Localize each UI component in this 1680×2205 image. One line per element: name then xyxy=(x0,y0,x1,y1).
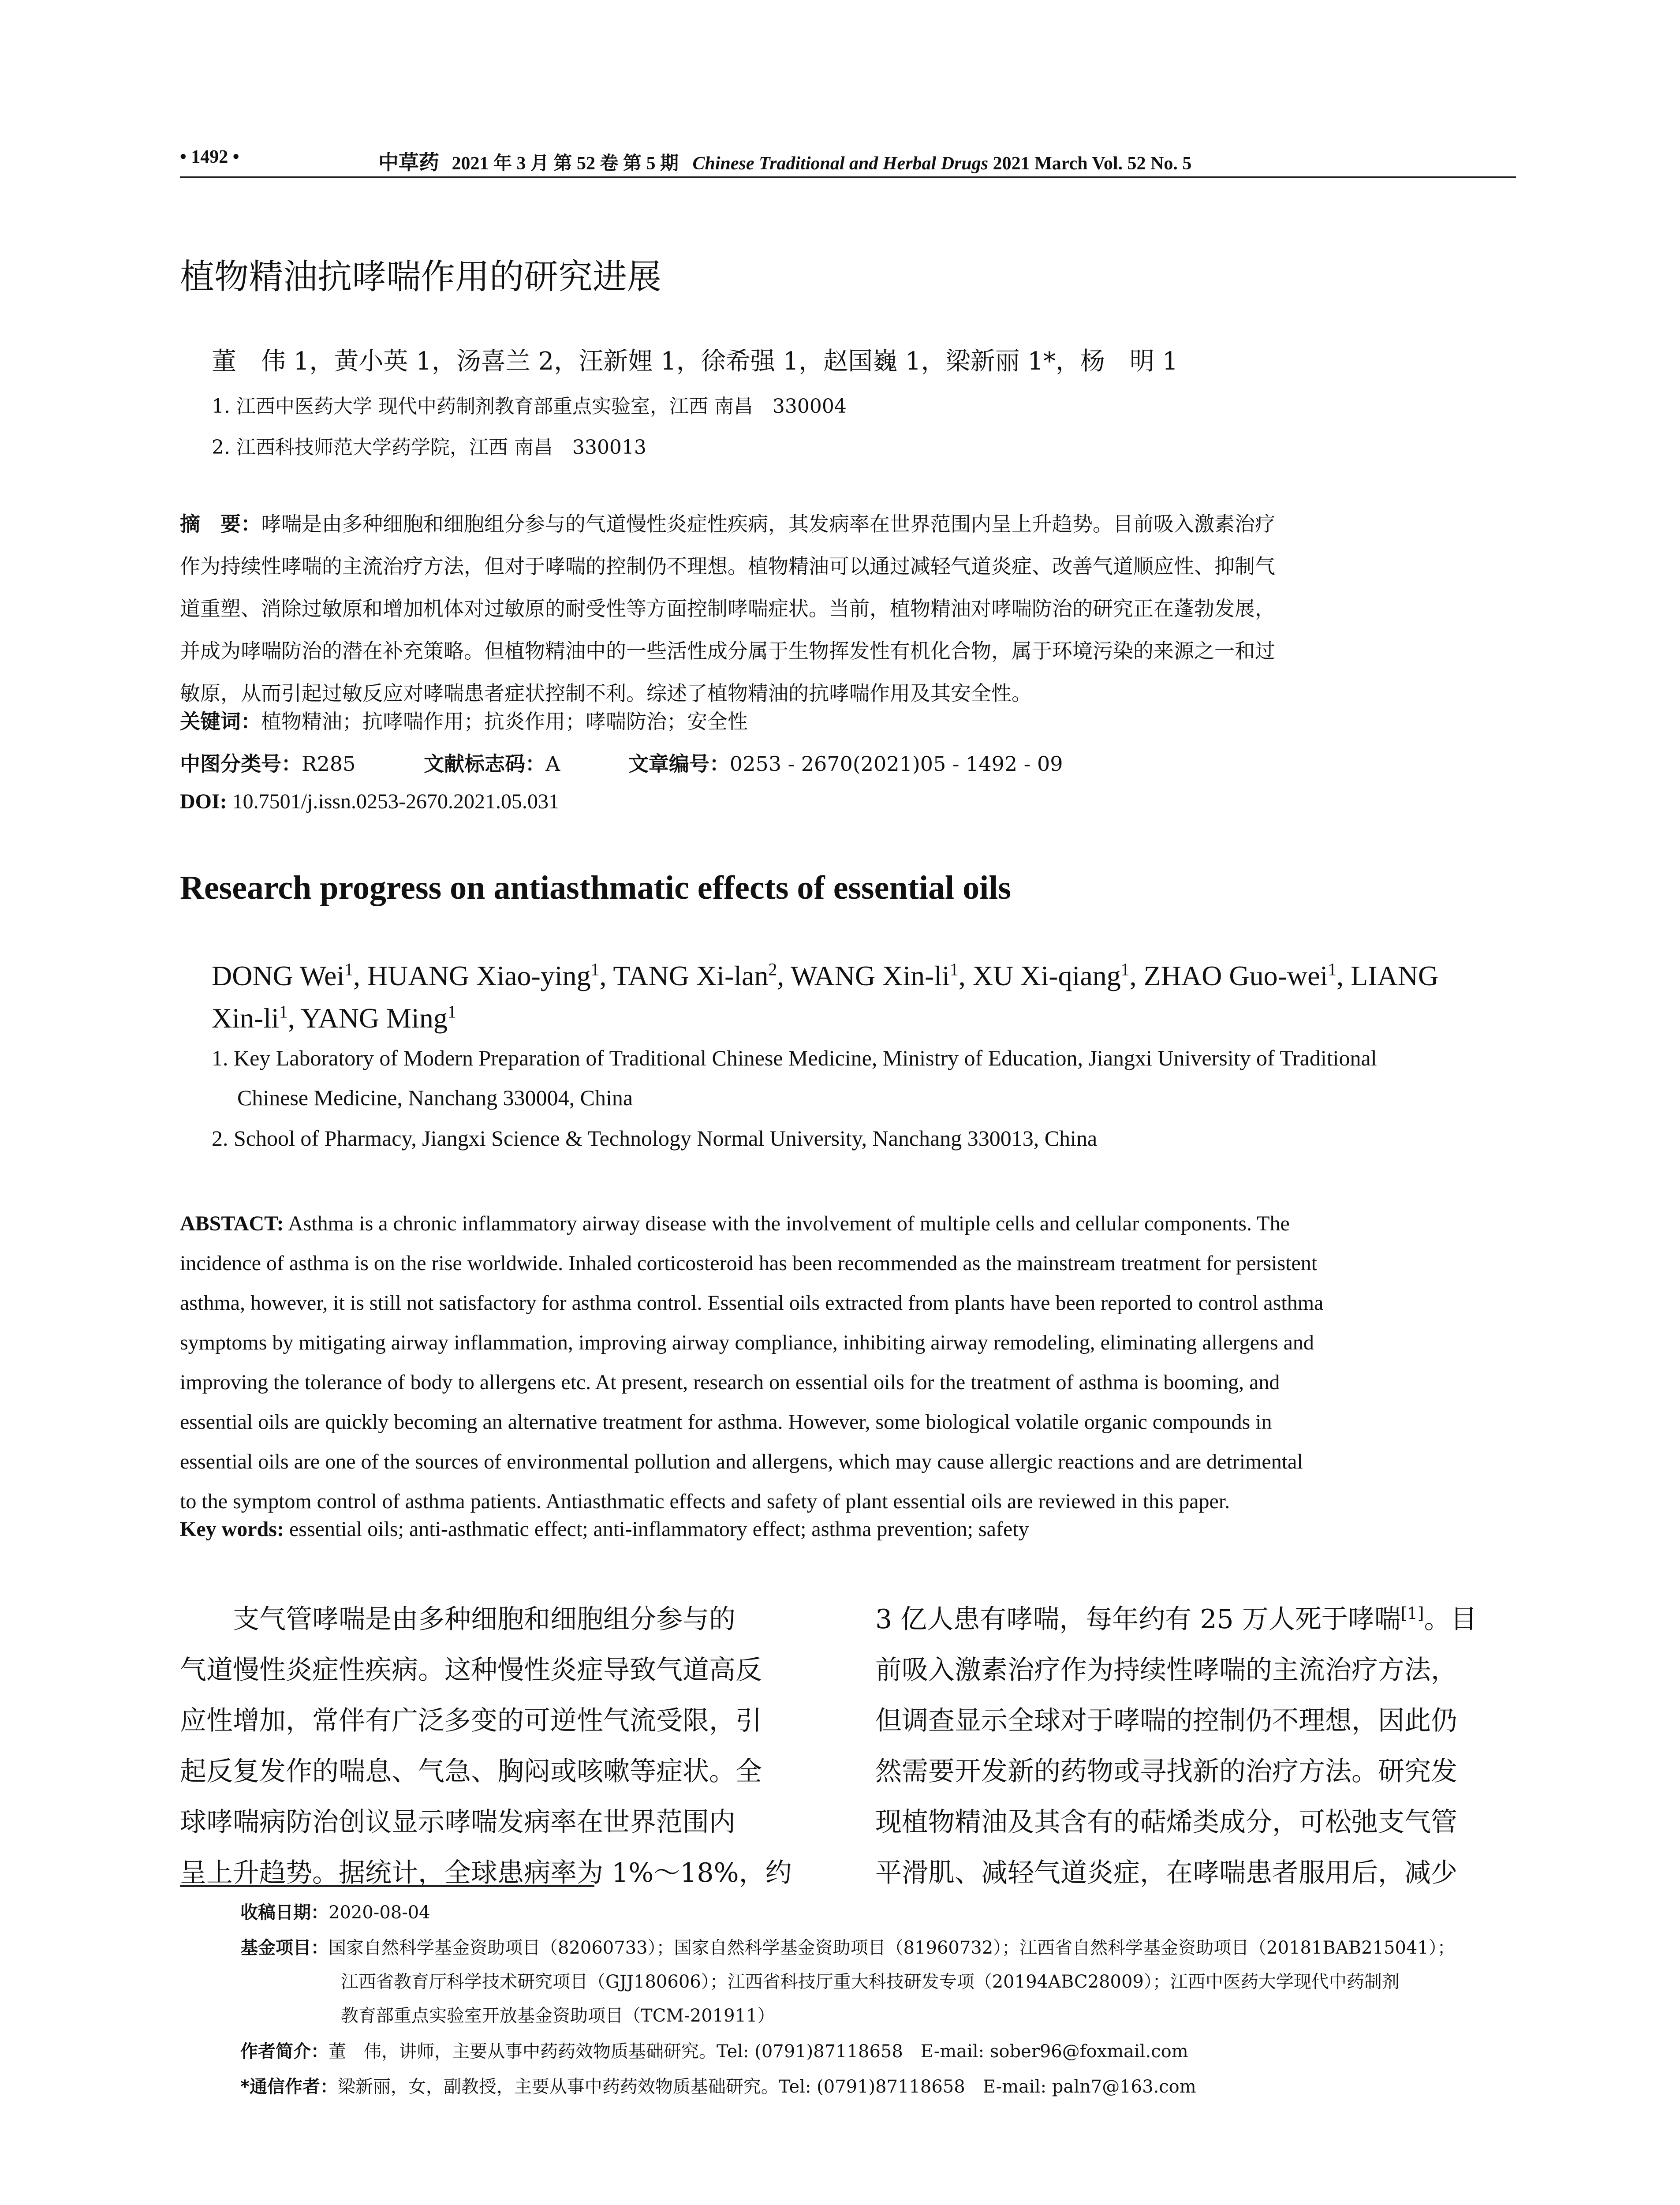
authors-en: DONG Wei$^1$, HUANG Xiao-ying$^1$, TANG Xi-lan$^2$, WANG Xin-$li^1$, XU Xi-qiang$^1$, ZHAO Guo-wei$^1$, LIANG Xin-$li^1$, YANG Ming$^1$ xyxy=(212,960,1439,1034)
abstract-cn xyxy=(180,503,1516,714)
fund-label: 基金项目： xyxy=(240,1938,329,1958)
journal-name-en: Chinese Traditional and Herbal Drugs xyxy=(692,153,989,174)
keywords-cn xyxy=(180,706,748,735)
clc-label: 中图分类号： xyxy=(180,752,302,776)
body-line: 应性增加，常伴有广泛多变的可逆性气流受限，引 xyxy=(180,1705,762,1736)
running-header xyxy=(180,141,1525,176)
affiliation-cn-2: 2. 江西科技师范大学药学院，江西 南昌 330013 xyxy=(212,436,646,459)
journal-logo-cn: 中草药 xyxy=(378,150,439,174)
affiliation-en-1: 1. Key Laboratory of Modern Preparation of Traditional Chinese Medicine, Ministry of Education, Jiangxi University of Traditional xyxy=(212,1046,1377,1070)
received-value: 2020-08-04 xyxy=(329,1902,430,1923)
doc-code-value: A xyxy=(545,752,560,776)
received-label: 收稿日期： xyxy=(240,1902,329,1923)
keywords-en-text: essential oils; anti-asthmatic effect; anti-inflammatory effect; asthma prevention; safety xyxy=(289,1517,1029,1541)
abstract-en-line: to the symptom control of asthma patients. Antiasthmatic effects and safety of plant essential oils are reviewed in this paper. xyxy=(180,1490,1230,1513)
body-line: 然需要开发新的药物或寻找新的治疗方法。研究发 xyxy=(875,1756,1457,1787)
keywords-en-label: Key words: xyxy=(180,1517,284,1541)
clc-value: R285 xyxy=(302,752,356,776)
abstract-en-line: symptoms by mitigating airway inflammation, improving airway compliance, inhibiting airway remodeling, eliminating allergens and xyxy=(180,1331,1314,1354)
abstract-cn-label: 摘 要： xyxy=(180,512,261,536)
keywords-en xyxy=(180,1517,1029,1541)
footnote-fund xyxy=(240,1934,1455,1959)
abstract-cn-line: 道重塑、消除过敏原和增加机体对过敏原的耐受性等方面控制哮喘症状。当前，植物精油对哮喘防治的研究正在蓬勃发展， xyxy=(180,597,1275,620)
doi-value: 10.7501/j.issn.0253-2670.2021.05.031 xyxy=(232,790,560,813)
keywords-cn-text: 植物精油；抗哮喘作用；抗炎作用；哮喘防治；安全性 xyxy=(261,710,748,733)
keywords-cn-label: 关键词： xyxy=(180,710,261,733)
fund-line: 教育部重点实验室开放基金资助项目（TCM-201911） xyxy=(341,2006,775,2026)
body-line: 但调查显示全球对于哮喘的控制仍不理想，因此仍 xyxy=(875,1705,1457,1736)
article-number-label: 文章编号： xyxy=(628,752,730,776)
header-rule xyxy=(180,176,1516,178)
abstract-en-line: improving the tolerance of body to allergens etc. At present, research on essential oils for the treatment of asthma is booming, and xyxy=(180,1371,1280,1394)
journal-issue-cn: 2021 年 3 月 第 52 卷 第 5 期 xyxy=(452,153,679,174)
journal-info xyxy=(378,146,1191,176)
abstract-cn-line: 并成为哮喘防治的潜在补充策略。但植物精油中的一些活性成分属于生物挥发性有机化合物，属于环境污染的来源之一和过 xyxy=(180,639,1275,663)
footnote-received xyxy=(240,1899,430,1924)
doi-line xyxy=(180,789,559,814)
abstract-en-line: essential oils are one of the sources of environmental pollution and allergens, which may cause allergic reactions and are detrimental xyxy=(180,1450,1303,1473)
abstract-en-line: Asthma is a chronic inflammatory airway disease with the involvement of multiple cells and cellular components. The xyxy=(287,1212,1290,1235)
body-line: 气道慢性炎症性疾病。这种慢性炎症导致气道高反 xyxy=(180,1655,762,1686)
author-bio-value: 董 伟，讲师，主要从事中药药效物质基础研究。Tel: (0791)87118658 E-mail: sober96@foxmail.com xyxy=(329,2041,1188,2062)
doc-code-label: 文献标志码： xyxy=(424,752,546,776)
abstract-cn-line: 哮喘是由多种细胞和细胞组分参与的气道慢性炎症性疾病，其发病率在世界范围内呈上升趋势。目前吸入激素治疗 xyxy=(261,512,1275,536)
body-line: 支气管哮喘是由多种细胞和细胞组分参与的 xyxy=(180,1604,735,1635)
body-line: 现植物精油及其含有的萜烯类成分，可松弛支气管 xyxy=(875,1807,1457,1838)
body-column-left xyxy=(180,1594,824,1899)
footnote-author xyxy=(240,2037,1188,2063)
body-line: 前吸入激素治疗作为持续性哮喘的主流治疗方法， xyxy=(875,1655,1457,1686)
abstract-cn-line: 作为持续性哮喘的主流治疗方法，但对于哮喘的控制仍不理想。植物精油可以通过减轻气道炎症、改善气道顺应性、抑制气 xyxy=(180,554,1275,578)
page-number: • 1492 • xyxy=(180,147,239,167)
authors-cn: 董 伟 1，黄小英 1，汤喜兰 2，汪新娌 1，徐希强 1，赵国巍 1，梁新丽 1*，杨 明 1 xyxy=(212,347,1178,376)
fund-line: 江西省教育厅科学技术研究项目（GJJ180606）；江西省科技厅重大科技研发专项（20194ABC28009）；江西中医药大学现代中药制剂 xyxy=(341,1972,1400,1992)
body-line: 平滑肌、减轻气道炎症，在哮喘患者服用后，减少 xyxy=(875,1857,1457,1888)
affiliation-en-2: 2. School of Pharmacy, Jiangxi Science & Technology Normal University, Nanchang 330013, China xyxy=(212,1126,1098,1151)
corresponding-label: *通信作者： xyxy=(240,2077,338,2097)
abstract-en xyxy=(180,1204,1516,1521)
corresponding-value: 梁新丽，女，副教授，主要从事中药药效物质基础研究。Tel: (0791)87118658 E-mail: paln7@163.com xyxy=(337,2077,1196,2097)
body-column-right: 3 亿人患有哮喘，每年约有 25 万人死于哮喘[1]。目 前吸入激素治疗作为持续性哮喘的主流治疗方法， 但调查显示全球对于哮喘的控制仍不理想，因此仍 然需要开发新的药物或寻找新的治疗方法。研究发 现植物精油及其含有的萜烯类成分，可松弛支气管 平滑肌、减轻气道炎症，在哮喘患者服用后，减少 xyxy=(875,1594,1519,1899)
author-bio-label: 作者简介： xyxy=(240,2041,329,2062)
fund-line: 国家自然科学基金资助项目（82060733）；国家自然科学基金资助项目（81960732）；江西省自然科学基金资助项目（20181BAB215041）； xyxy=(329,1938,1455,1958)
body-line: 球哮喘病防治创议显示哮喘发病率在世界范围内 xyxy=(180,1807,735,1838)
footnote-corresponding xyxy=(240,2073,1196,2098)
footnote-rule xyxy=(180,1885,594,1887)
abstract-en-line: incidence of asthma is on the rise worldwide. Inhaled corticosteroid has been recommended as the mainstream treatment for persistent xyxy=(180,1252,1318,1275)
affiliation-en-1-cont: Chinese Medicine, Nanchang 330004, China xyxy=(237,1085,633,1110)
doi-label: DOI: xyxy=(180,790,227,813)
body-line: 呈上升趋势。据统计，全球患病率为 1%～18%，约 xyxy=(180,1857,792,1888)
title-en: Research progress on antiasthmatic effects of essential oils xyxy=(180,869,1011,906)
abstract-en-label: ABSTACT: xyxy=(180,1212,284,1235)
affiliation-cn-1: 1. 江西中医药大学 现代中药制剂教育部重点实验室，江西 南昌 330004 xyxy=(212,395,847,418)
classification-line xyxy=(180,748,1063,777)
abstract-en-line: asthma, however, it is still not satisfactory for asthma control. Essential oils extracted from plants have been reported to control asthma xyxy=(180,1291,1324,1315)
body-line: 起反复发作的喘息、气急、胸闷或咳嗽等症状。全 xyxy=(180,1756,762,1787)
journal-issue-en: 2021 March Vol. 52 No. 5 xyxy=(993,153,1192,174)
abstract-en-line: essential oils are quickly becoming an alternative treatment for asthma. However, some biological volatile organic compounds in xyxy=(180,1410,1272,1434)
abstract-cn-line: 敏原，从而引起过敏反应对哮喘患者症状控制不利。综述了植物精油的抗哮喘作用及其安全性。 xyxy=(180,681,1032,705)
article-number-value: 0253 - 2670(2021)05 - 1492 - 09 xyxy=(729,752,1063,776)
title-cn: 植物精油抗哮喘作用的研究进展 xyxy=(180,257,662,297)
